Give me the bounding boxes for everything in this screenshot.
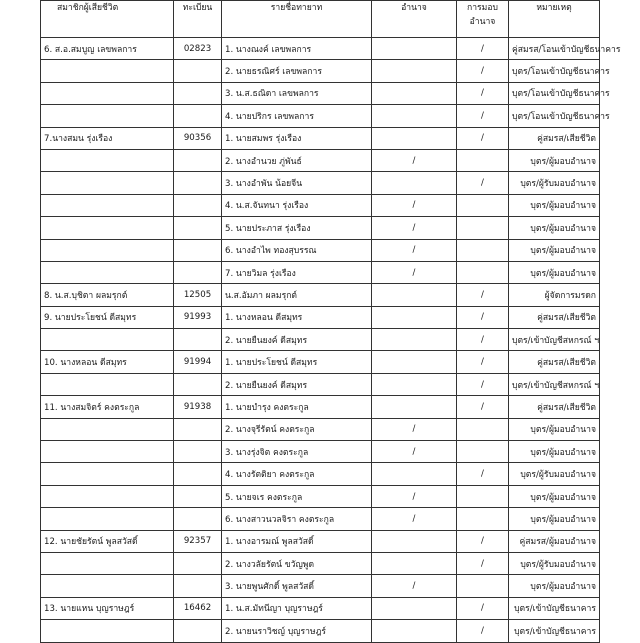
cell-grant [457, 508, 509, 530]
cell-grant [457, 149, 509, 171]
cell-reg-no [174, 508, 222, 530]
cell-remarks: บุตร/ผู้มอบอำนาจ [509, 485, 600, 507]
cell-reg-no: 91993 [174, 306, 222, 328]
table-row [41, 373, 600, 395]
cell-remarks: บุตร/โอนเข้าบัญชีธนาคาร [509, 60, 600, 82]
cell-grant: / [457, 620, 509, 642]
cell-grant: / [457, 284, 509, 306]
cell-authority [372, 463, 457, 485]
cell-remarks: บุตร/ผู้มอบอำนาจ [509, 194, 600, 216]
cell-heir: 2. นางจุรีรัตน์ คงตระกูล [222, 418, 372, 440]
cell-member [41, 373, 174, 395]
cell-grant [457, 485, 509, 507]
cell-reg-no [174, 194, 222, 216]
cell-heir: 2. นายนราวิชญ์ บุญราษฎร์ [222, 620, 372, 642]
table-row [41, 172, 600, 194]
cell-heir: 3. นายพูนศักดิ์ พูลสวัสดิ์ [222, 575, 372, 597]
cell-grant [457, 441, 509, 463]
cell-authority: / [372, 261, 457, 283]
cell-grant [457, 239, 509, 261]
cell-authority [372, 329, 457, 351]
cell-grant: / [457, 530, 509, 552]
cell-authority: / [372, 239, 457, 261]
cell-remarks: บุตร/เข้าบัญชีสหกรณ์ ฯ [509, 373, 600, 395]
cell-member [41, 463, 174, 485]
cell-member [41, 575, 174, 597]
cell-reg-no: 91938 [174, 396, 222, 418]
cell-heir: 2. นายธรณิศร์ เลขพลการ [222, 60, 372, 82]
cell-grant [457, 194, 509, 216]
table-row [41, 530, 600, 552]
cell-grant [457, 261, 509, 283]
cell-remarks: บุตร/ผู้มอบอำนาจ [509, 441, 600, 463]
cell-authority [372, 284, 457, 306]
cell-grant: / [457, 351, 509, 373]
cell-authority: / [372, 217, 457, 239]
cell-authority: / [372, 575, 457, 597]
cell-member: 11. นางสมจิตร์ คงตระกูล [41, 396, 174, 418]
cell-remarks: บุตร/โอนเข้าบัญชีธนาคาร [509, 105, 600, 127]
cell-reg-no [174, 418, 222, 440]
table-row [41, 82, 600, 104]
cell-reg-no: 92357 [174, 530, 222, 552]
table-row [41, 441, 600, 463]
cell-reg-no [174, 105, 222, 127]
cell-remarks: บุตร/ผู้รับมอบอำนาจ [509, 552, 600, 574]
cell-heir: 1. น.ส.มัทนีญา บุญราษฎร์ [222, 597, 372, 619]
cell-reg-no [174, 329, 222, 351]
table-row [41, 149, 600, 171]
header-heirs: รายชื่อทายาท [222, 1, 372, 38]
table-row [41, 418, 600, 440]
cell-remarks: บุตร/ผู้มอบอำนาจ [509, 508, 600, 530]
header-reg-no: ทะเบียน [174, 1, 222, 38]
cell-authority: / [372, 418, 457, 440]
cell-member [41, 105, 174, 127]
cell-member [41, 149, 174, 171]
cell-reg-no: 16462 [174, 597, 222, 619]
cell-heir: 1. นางณงค์ เลขพลการ [222, 38, 372, 60]
cell-heir: 4. น.ส.จันทนา รุ่งเรือง [222, 194, 372, 216]
cell-reg-no: 12505 [174, 284, 222, 306]
cell-authority [372, 172, 457, 194]
cell-reg-no [174, 172, 222, 194]
cell-member: 8. น.ส.บุชิตา ผลมรุกต์ [41, 284, 174, 306]
table-row [41, 261, 600, 283]
header-authority: อำนาจ [372, 1, 457, 38]
cell-authority [372, 105, 457, 127]
cell-remarks: บุตร/ผู้มอบอำนาจ [509, 261, 600, 283]
cell-authority [372, 620, 457, 642]
cell-grant: / [457, 38, 509, 60]
cell-heir: 4. นายปริกร เลขพลการ [222, 105, 372, 127]
cell-remarks: บุตร/ผู้มอบอำนาจ [509, 239, 600, 261]
cell-heir: 1. นางอารมณ์ พูลสวัสดิ์ [222, 530, 372, 552]
cell-heir: 7. นายวิมล รุ่งเรือง [222, 261, 372, 283]
header-grant-line2: อำนาจ [469, 17, 496, 27]
cell-reg-no: 90356 [174, 127, 222, 149]
cell-authority: / [372, 485, 457, 507]
table-row [41, 194, 600, 216]
cell-heir: น.ส.อัมภา ผลมรุกต์ [222, 284, 372, 306]
cell-member [41, 329, 174, 351]
cell-member [41, 194, 174, 216]
cell-remarks: บุตร/โอนเข้าบัญชีธนาคาร [509, 82, 600, 104]
header-row [41, 1, 600, 38]
cell-authority: / [372, 194, 457, 216]
table-row [41, 597, 600, 619]
cell-authority [372, 373, 457, 395]
table-row [41, 351, 600, 373]
header-grant-line1: การมอบ [467, 3, 498, 13]
table-row [41, 620, 600, 642]
cell-remarks: คู่สมรส/เสียชีวิต [509, 127, 600, 149]
cell-remarks: คู่สมรส/ผู้มอบอำนาจ [509, 530, 600, 552]
cell-authority [372, 351, 457, 373]
cell-heir: 5. นายประภาส รุ่งเรือง [222, 217, 372, 239]
table-row [41, 329, 600, 351]
cell-authority: / [372, 441, 457, 463]
cell-authority [372, 530, 457, 552]
cell-member [41, 552, 174, 574]
cell-authority [372, 127, 457, 149]
cell-remarks: บุตร/ผู้รับมอบอำนาจ [509, 463, 600, 485]
table-row [41, 60, 600, 82]
cell-reg-no [174, 485, 222, 507]
cell-grant: / [457, 463, 509, 485]
table-row [41, 306, 600, 328]
table-row [41, 239, 600, 261]
cell-member: 13. นายแหน บุญราษฎร์ [41, 597, 174, 619]
cell-grant [457, 575, 509, 597]
table-row [41, 508, 600, 530]
cell-reg-no [174, 149, 222, 171]
cell-grant: / [457, 172, 509, 194]
cell-member: 9. นายประโยชน์ ดีสมุทร [41, 306, 174, 328]
header-member: สมาชิกผู้เสียชีวิต [41, 1, 174, 38]
cell-grant: / [457, 329, 509, 351]
cell-reg-no [174, 620, 222, 642]
cell-heir: 3. น.ส.ธณิดา เลขพลการ [222, 82, 372, 104]
cell-member [41, 485, 174, 507]
header-remarks: หมายเหตุ [509, 1, 600, 38]
table-row [41, 105, 600, 127]
cell-heir: 6. นางสาวนวลจิรา คงตระกูล [222, 508, 372, 530]
table-row [41, 127, 600, 149]
cell-grant: / [457, 60, 509, 82]
cell-reg-no [174, 82, 222, 104]
cell-reg-no [174, 217, 222, 239]
cell-authority [372, 597, 457, 619]
cell-remarks: บุตร/ผู้รับมอบอำนาจ [509, 172, 600, 194]
cell-reg-no [174, 575, 222, 597]
cell-authority: / [372, 508, 457, 530]
cell-authority [372, 396, 457, 418]
cell-reg-no [174, 373, 222, 395]
cell-heir: 2. นายยืนยงค์ ดีสมุทร [222, 329, 372, 351]
cell-member [41, 60, 174, 82]
cell-member [41, 82, 174, 104]
cell-member: 6. ส.อ.สมบูญ เลขพลการ [41, 38, 174, 60]
cell-remarks: บุตร/เข้าบัญชีสหกรณ์ ฯ [509, 329, 600, 351]
cell-grant: / [457, 396, 509, 418]
cell-heir: 6. นางอำไพ ทองสุบรรณ [222, 239, 372, 261]
cell-heir: 1. นายสมพร รุ่งเรือง [222, 127, 372, 149]
cell-authority [372, 82, 457, 104]
cell-remarks: บุตร/เข้าบัญชีธนาคาร [509, 620, 600, 642]
cell-member [41, 239, 174, 261]
cell-heir: 2. นางวลัยรัตน์ ขวัญพูด [222, 552, 372, 574]
cell-member: 10. นางหลอน ดีสมุทร [41, 351, 174, 373]
cell-grant: / [457, 373, 509, 395]
cell-member [41, 217, 174, 239]
cell-authority [372, 552, 457, 574]
cell-grant: / [457, 105, 509, 127]
cell-heir: 3. นางรุ่งจิต คงตระกูล [222, 441, 372, 463]
cell-remarks: คู่สมรส/เสียชีวิต [509, 306, 600, 328]
cell-reg-no [174, 261, 222, 283]
cell-heir: 1. นายประโยชน์ ดีสมุทร [222, 351, 372, 373]
cell-grant [457, 217, 509, 239]
table-row [41, 552, 600, 574]
cell-member [41, 620, 174, 642]
cell-heir: 3. นางอำพัน น้อยจีน [222, 172, 372, 194]
cell-remarks: บุตร/ผู้มอบอำนาจ [509, 217, 600, 239]
cell-reg-no: 02823 [174, 38, 222, 60]
cell-member: 12. นายชัยรัตน์ พูลสวัสดิ์ [41, 530, 174, 552]
cell-heir: 5. นายจเร คงตระกูล [222, 485, 372, 507]
cell-reg-no [174, 441, 222, 463]
table-row [41, 396, 600, 418]
table-row [41, 284, 600, 306]
cell-grant: / [457, 306, 509, 328]
cell-member: 7.นางสมน รุ่งเรือง [41, 127, 174, 149]
table-row [41, 38, 600, 60]
cell-heir: 4. นางรัตติยา คงตระกูล [222, 463, 372, 485]
cell-grant: / [457, 597, 509, 619]
cell-remarks: บุตร/ผู้มอบอำนาจ [509, 418, 600, 440]
cell-grant: / [457, 552, 509, 574]
cell-remarks: คู่สมรส/เสียชีวิต [509, 351, 600, 373]
cell-member [41, 508, 174, 530]
cell-remarks: บุตร/เข้าบัญชีธนาคาร [509, 597, 600, 619]
cell-heir: 2. นายยืนยงค์ ดีสมุทร [222, 373, 372, 395]
cell-heir: 1. นางหลอน ดีสมุทร [222, 306, 372, 328]
table-row [41, 575, 600, 597]
table-row [41, 485, 600, 507]
cell-authority [372, 60, 457, 82]
cell-member [41, 441, 174, 463]
table-row [41, 463, 600, 485]
cell-remarks: คู่สมรส/โอนเข้าบัญชีธนาคาร [509, 38, 600, 60]
cell-member [41, 418, 174, 440]
heirs-table [40, 0, 621, 643]
cell-reg-no [174, 463, 222, 485]
cell-reg-no [174, 60, 222, 82]
cell-reg-no: 91994 [174, 351, 222, 373]
cell-heir: 2. นางอำนวย ภู่พันธ์ [222, 149, 372, 171]
cell-grant: / [457, 82, 509, 104]
cell-remarks: ผู้จัดการมรดก [509, 284, 600, 306]
cell-remarks: บุตร/ผู้มอบอำนาจ [509, 149, 600, 171]
cell-member [41, 261, 174, 283]
table-row [41, 217, 600, 239]
cell-remarks: บุตร/ผู้มอบอำนาจ [509, 575, 600, 597]
cell-authority [372, 38, 457, 60]
header-grant [457, 1, 509, 38]
cell-member [41, 172, 174, 194]
cell-reg-no [174, 552, 222, 574]
cell-authority: / [372, 149, 457, 171]
cell-grant [457, 418, 509, 440]
cell-authority [372, 306, 457, 328]
cell-heir: 1. นายบำรุง คงตระกูล [222, 396, 372, 418]
cell-remarks: คู่สมรส/เสียชีวิต [509, 396, 600, 418]
cell-grant: / [457, 127, 509, 149]
cell-reg-no [174, 239, 222, 261]
